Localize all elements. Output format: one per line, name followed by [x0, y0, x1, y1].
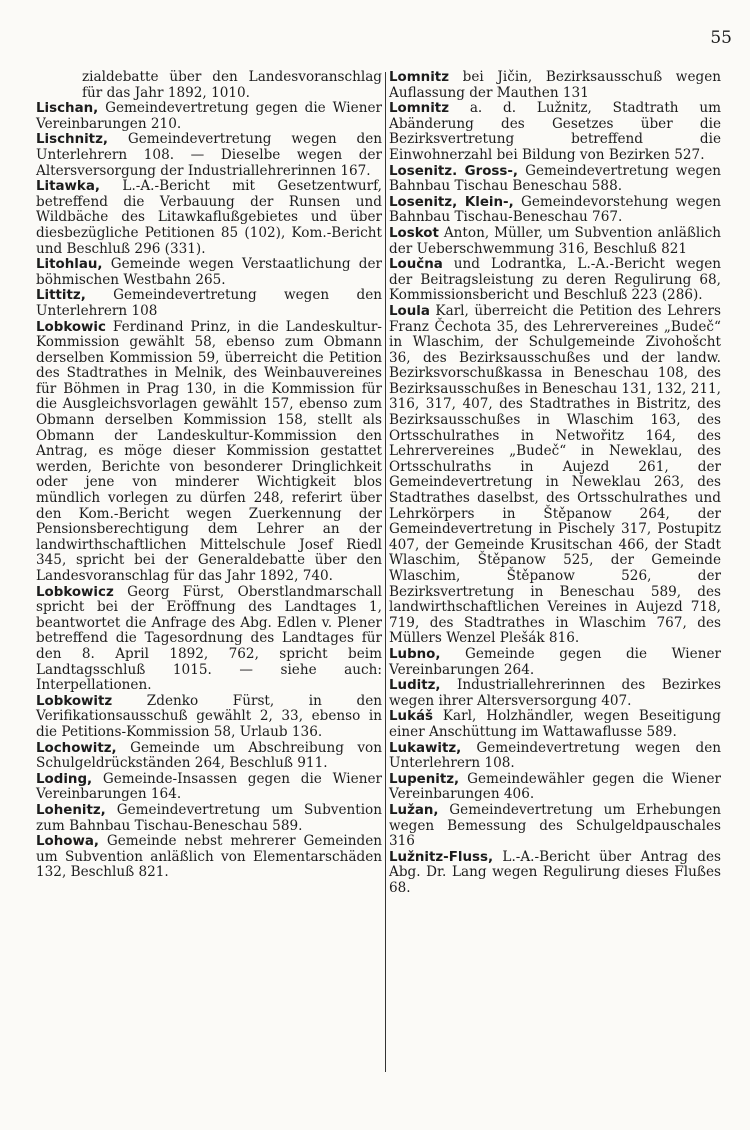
- entry-headword: Lužan,: [389, 802, 439, 818]
- entry-text: Gemeindevorstehung wegen Bahnbau Tischau-Beneschau 767.: [389, 193, 721, 226]
- entry-text: Gemeinde-Insassen gegen die Wiener Vereinbarungen 164.: [36, 770, 382, 803]
- entry-headword: Loula: [389, 303, 430, 319]
- entry-text: Gemeindevertretung gegen die Wiener Vereinbarungen 210.: [36, 100, 382, 132]
- entry-text: Industriallehrerinnen des Bezirkes wegen ihrer Altersversorgung 407.: [389, 677, 721, 709]
- entry-text: und Lodrantka, L.-A.-Bericht wegen der Beitragsleistung zu deren Regulirung 68, Kommissionsbericht und Beschluß 223 (286).: [389, 256, 721, 304]
- index-entry: [389, 195, 721, 226]
- index-entry: [389, 850, 721, 897]
- entry-text: Gemeinde nebst mehrerer Gemeinden um Subvention anläßlich von Elementarschäden 132, Beschluß 821.: [36, 833, 382, 881]
- entry-headword: Lohowa,: [36, 834, 99, 850]
- index-entry: [389, 164, 721, 195]
- entry-text: Gemeindevertretung wegen den Unterlehrern 108: [36, 287, 382, 319]
- entry-text: Gemeindevertretung um Erhebungen wegen Bemessung des Schulgeldpauschales 316: [389, 801, 721, 850]
- entry-text: L.-A.-Bericht mit Gesetzentwurf, betreffend die Verbauung der Runsen und Wildbäche des Litawkaflußgebietes und über diesbezügliche Petitionen 85 (102), Kom.-Bericht und Beschluß 296 (331).: [36, 178, 382, 257]
- entry-text: a. d. Lužnitz, Stadtrath um Abänderung des Gesetzes über die Bezirksvertretung betreffend die Einwohnerzahl bei Bildung von Bezirken 527.: [389, 100, 721, 163]
- left-column: [36, 70, 382, 881]
- entry-text: Gemeindevertretung wegen Bahnbau Tischau Beneschau 588.: [389, 162, 721, 195]
- entry-headword: Lupenitz,: [389, 771, 460, 787]
- entry-text: Karl, Holzhändler, wegen Beseitigung einer Anschüttung im Wattawaflusse 589.: [389, 708, 721, 740]
- entry-headword: Losenitz, Klein-,: [389, 194, 514, 210]
- entry-text: Gemeinde um Abschreibung von Schulgeldrückständen 264, Beschluß 911.: [36, 739, 382, 772]
- entry-headword: Lobkowic: [36, 319, 106, 335]
- index-entry: [389, 70, 721, 101]
- entry-headword: Loding,: [36, 771, 93, 787]
- page-number: 55: [710, 28, 732, 48]
- entry-headword: Lischnitz,: [36, 132, 108, 148]
- index-entry: [389, 257, 721, 304]
- entry-text: Gemeindevertretung wegen den Unterlehrern 108.: [389, 739, 721, 772]
- entry-text: Zdenko Fürst, in den Verifikationsausschuß gewählt 2, 33, ebenso in die Petitions-Kommission 58, Urlaub 136.: [36, 692, 382, 740]
- entry-headword: Loskot: [389, 225, 439, 241]
- index-entry: [389, 226, 721, 257]
- entry-headword: Litawka,: [36, 179, 100, 195]
- entry-headword: Losenitz. Gross-,: [389, 163, 519, 179]
- entry-text: Gemeindewähler gegen die Wiener Vereinbarungen 406.: [389, 770, 721, 803]
- index-entry: [36, 741, 382, 772]
- index-entry: [36, 257, 382, 288]
- entry-text: Gemeinde wegen Verstaatlichung der böhmischen Westbahn 265.: [36, 256, 382, 288]
- index-entry: [36, 834, 382, 881]
- entry-text: Karl, überreicht die Petition des Lehrers Franz Čechota 35, des Lehrervereines „Budeč“ in Wlaschim, der Schulgemeinde Zivohošcht 36, des Bezirksausschußes und der landw. Bezirksvorschußkassa in Beneschau 108, des Bezirksausschußes in Beneschau 131, 132, 211, 316, 317, 407, des Stadtrathes in Bistritz, des Bezirksausschußes in Wlaschim 163, des Ortsschulrathes in Netwořitz 164, des Lehrervereines „Budeč“ in Neweklau, des Ortsschulraths in Aujezd 261, der Gemeindevertretung in Neweklau 263, des Stadtrathes daselbst, des Ortsschulrathes und Lehrkörpers in Štěpanow 264, der Gemeindevertretung in Pischely 317, Postupitz 407, der Gemeinde Krusitschan 466, der Stadt Wlaschim, Štěpanow 525, der Gemeinde Wlaschim, Štěpanow 526, der Bezirksvertretung in Beneschau 589, des landwirthschaftlichen Vereines in Aujezd 718, 719, des Stadtrathes in Wlaschim 767, des Müllers Wenzel Plešák 816.: [389, 302, 721, 647]
- right-column: [389, 70, 721, 896]
- index-entry: [389, 101, 721, 163]
- index-entry: [389, 678, 721, 709]
- entry-text: L.-A.-Bericht über Antrag des Abg. Dr. Lang wegen Regulirung dieses Flußes 68.: [389, 848, 721, 896]
- entry-text: Gemeindevertretung um Subvention zum Bahnbau Tischau-Beneschau 589.: [36, 801, 382, 834]
- index-entry: [36, 179, 382, 257]
- entry-headword: Litohlau,: [36, 257, 103, 273]
- index-entry: [389, 772, 721, 803]
- index-entry: [389, 304, 721, 647]
- entry-headword: Lomnitz: [389, 101, 450, 117]
- entry-headword: Lochowitz,: [36, 740, 117, 756]
- entry-text: Gemeinde gegen die Wiener Vereinbarungen 264.: [389, 645, 721, 678]
- index-entry: [389, 709, 721, 740]
- entry-text: Ferdinand Prinz, in die Landeskultur-Kommission gewählt 58, ebenso zum Obmann derselben Kommission 59, überreicht die Petition des Stadtrathes in Melnik, des Weinbauvereines für Böhmen in Prag 130, in die Kommission für die Ausgleichsvorlagen gewählt 157, ebenso zum Obmann derselben Kommission 158, stellt als Obmann der Landeskultur-Kommission den Antrag, es möge dieser Kommission gestattet werden, Berichte von besonderer Dringlichkeit oder jene von minderer Wichtigkeit blos mündlich vorlegen zu dürfen 248, referirt über den Kom.-Bericht wegen Zuerkennung der Pensionsberechtigung dem Lehrer an der landwirthschaftlichen Mittelschule Josef Riedl 345, spricht bei der Generaldebatte über den Landesvoranschlag für das Jahr 1892, 740.: [36, 318, 382, 584]
- index-entry: [36, 101, 382, 132]
- index-entry: [36, 288, 382, 319]
- entry-headword: Luditz,: [389, 678, 441, 694]
- index-entry: [36, 803, 382, 834]
- index-entry: [36, 132, 382, 179]
- index-entry: [36, 694, 382, 741]
- entry-headword: Lobkowicz: [36, 584, 114, 600]
- entry-text: zialdebatte über den Landesvoranschlag für das Jahr 1892, 1010.: [82, 69, 382, 101]
- index-entry: [36, 320, 382, 585]
- entry-headword: Lischan,: [36, 101, 99, 117]
- entry-text: Georg Fürst, Oberstlandmarschall spricht bei der Eröffnung des Landtages 1, beantwortet die Anfrage des Abg. Edlen v. Plener betreffend die Tagesordnung des Landtages für den 8. April 1892, 762, spricht beim Landtagsschluß 1015. — siehe auch: Interpellationen.: [36, 583, 382, 694]
- index-entry: [36, 772, 382, 803]
- entry-headword: Lohenitz,: [36, 802, 106, 818]
- entry-headword: Lubno,: [389, 646, 441, 662]
- index-entry: [389, 647, 721, 678]
- index-entry: [389, 741, 721, 772]
- entry-headword: Littitz,: [36, 288, 86, 304]
- entry-headword: Lobkowitz: [36, 693, 113, 709]
- entry-headword: Lukawitz,: [389, 740, 462, 756]
- entry-headword: Loučna: [389, 257, 443, 273]
- entry-headword: Lužnitz-Fluss,: [389, 849, 494, 865]
- index-entry: [389, 803, 721, 850]
- entry-headword: Lomnitz: [389, 70, 450, 85]
- index-entry: [36, 585, 382, 694]
- entry-text: Anton, Müller, um Subvention anläßlich der Ueberschwemmung 316, Beschluß 821: [389, 224, 721, 257]
- entry-headword: Lukáš: [389, 709, 433, 725]
- column-divider: [385, 72, 386, 1072]
- index-entry: [36, 70, 382, 101]
- entry-text: bei Jičin, Bezirksausschuß wegen Auflassung der Mauthen 131: [389, 69, 721, 101]
- entry-text: Gemeindevertretung wegen den Unterlehrern 108. — Dieselbe wegen der Altersversorgung der Industriallehrerinnen 167.: [36, 131, 382, 179]
